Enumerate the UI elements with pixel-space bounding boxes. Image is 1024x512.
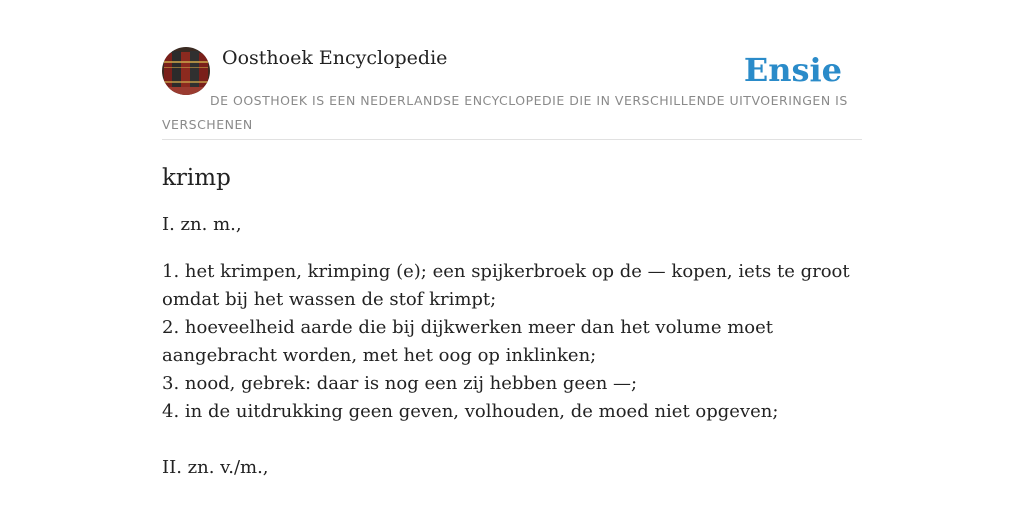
site-title[interactable]: Oosthoek Encyclopedie — [222, 47, 448, 69]
site-avatar[interactable] — [162, 47, 210, 95]
article — [162, 162, 872, 482]
definition-item: 2. hoeveelheid aarde die bij dijkwerken meer dan het volume moet aangebracht worden, met het oog op inklinken; — [162, 317, 774, 366]
encyclopedia-books-icon — [162, 47, 210, 95]
sense-label-2: II. zn. v./m., — [162, 457, 269, 478]
brand-logo[interactable]: Ensie — [743, 51, 842, 89]
page-title: krimp — [162, 165, 231, 191]
site-description: DE OOSTHOEK IS EEN NEDERLANDSE ENCYCLOPEDIE DIE IN VERSCHILLENDE UITVOERINGEN IS VERSCHENEN — [162, 93, 848, 132]
sense-label-1: I. zn. m., — [162, 214, 242, 235]
definition-item: 4. in de uitdrukking geen geven, volhouden, de moed niet opgeven; — [162, 401, 779, 422]
header-divider — [162, 139, 862, 140]
definition-list — [162, 258, 872, 426]
definition-item: 1. het krimpen, krimping (e); een spijkerbroek op de — kopen, iets te groot omdat bij het wassen de stof krimpt; — [162, 261, 850, 310]
definition-item: 3. nood, gebrek: daar is nog een zij hebben geen —; — [162, 373, 638, 394]
